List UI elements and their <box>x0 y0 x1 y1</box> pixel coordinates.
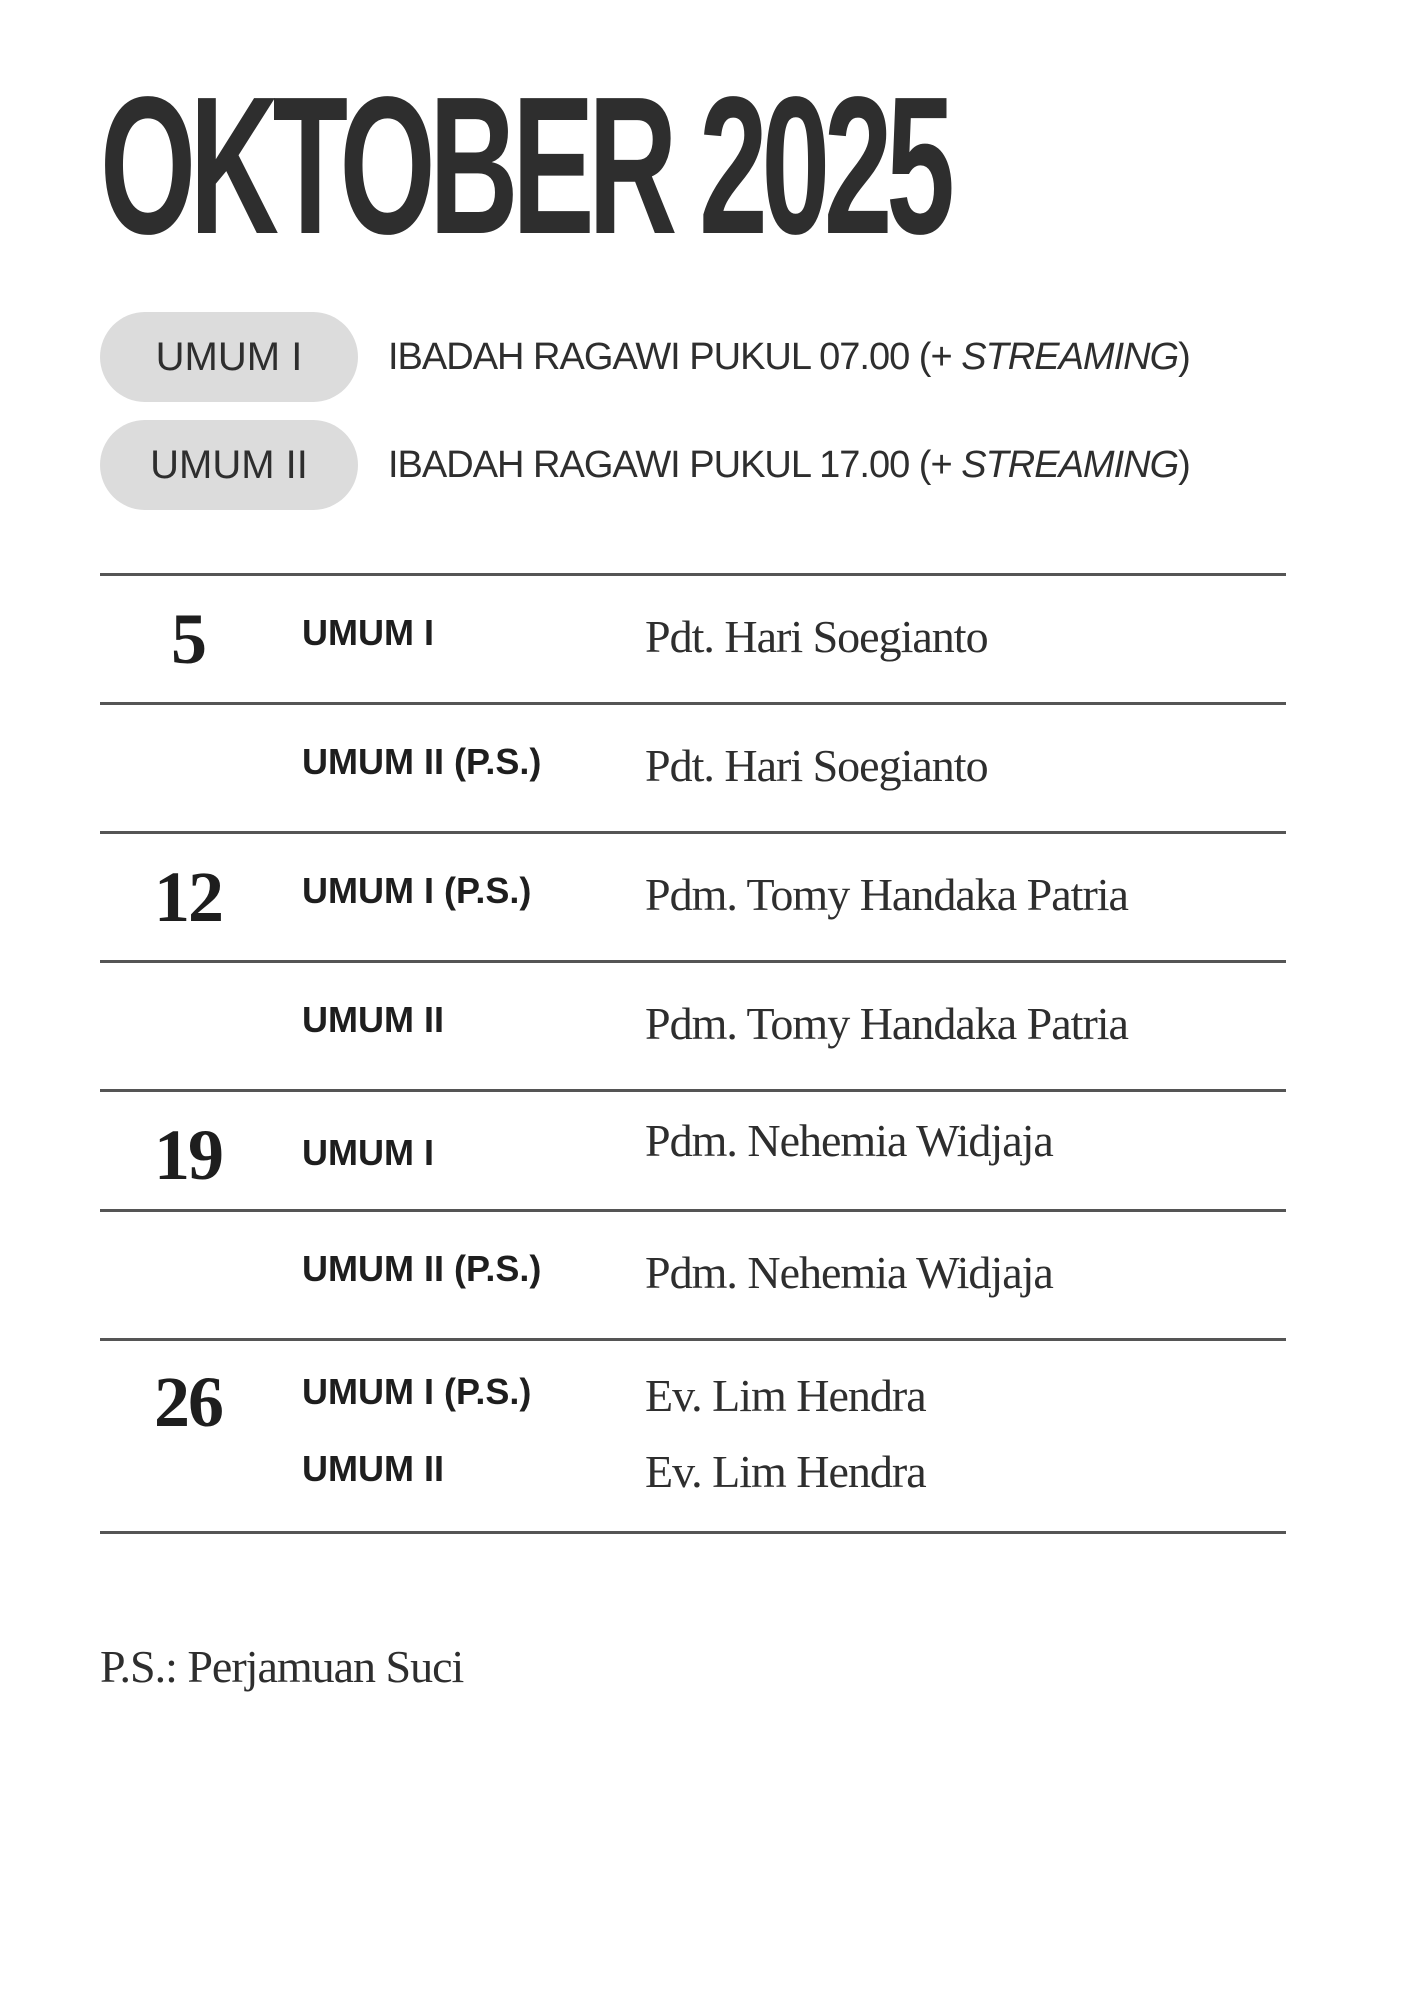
streaming-label: STREAMING <box>961 443 1179 486</box>
schedule-row <box>100 834 1286 960</box>
schedule-row <box>100 576 1286 702</box>
service-legend <box>100 312 1300 528</box>
day-number: 26 <box>154 1362 222 1442</box>
service-name: UMUM II <box>302 1448 444 1489</box>
day-number: 12 <box>154 857 222 937</box>
schedule-row <box>100 1212 1286 1338</box>
schedule-row <box>100 963 1286 1089</box>
schedule-row <box>100 705 1286 831</box>
pastor-name: Pdm. Tomy Handaka Patria <box>645 869 1128 920</box>
day-number: 19 <box>154 1115 222 1195</box>
pastor-name: Pdt. Hari Soegianto <box>645 611 988 662</box>
service-badge: UMUM II <box>100 420 358 510</box>
description-close: ) <box>1178 443 1190 486</box>
description-text: IBADAH RAGAWI PUKUL 07.00 (+ <box>388 335 962 378</box>
description-text: IBADAH RAGAWI PUKUL 17.00 (+ <box>388 443 962 486</box>
footnote: P.S.: Perjamuan Suci <box>100 1641 464 1692</box>
pastor-name: Pdt. Hari Soegianto <box>645 740 988 791</box>
pastor-name: Ev. Lim Hendra <box>645 1446 926 1497</box>
pastor-name: Pdm. Tomy Handaka Patria <box>645 998 1128 1049</box>
service-name: UMUM I <box>302 612 434 653</box>
description-close: ) <box>1178 335 1190 378</box>
service-description <box>388 336 1190 379</box>
schedule-row <box>100 1092 1286 1209</box>
service-name: UMUM I (P.S.) <box>302 1371 532 1412</box>
divider <box>100 1531 1286 1534</box>
service-name: UMUM II (P.S.) <box>302 1248 542 1289</box>
service-description <box>388 444 1190 487</box>
service-badge: UMUM I <box>100 312 358 402</box>
page-title: OKTOBER 2025 <box>100 56 949 275</box>
pastor-name: Ev. Lim Hendra <box>645 1370 926 1421</box>
service-name: UMUM I (P.S.) <box>302 870 532 911</box>
service-name: UMUM I <box>302 1132 434 1173</box>
pastor-name: Pdm. Nehemia Widjaja <box>645 1247 1053 1298</box>
streaming-label: STREAMING <box>961 335 1179 378</box>
day-number: 5 <box>171 599 205 679</box>
pastor-name: Pdm. Nehemia Widjaja <box>645 1115 1053 1166</box>
legend-row-umum-1 <box>100 312 1300 402</box>
service-name: UMUM II <box>302 999 444 1040</box>
service-name: UMUM II (P.S.) <box>302 741 542 782</box>
schedule-table <box>100 573 1286 1534</box>
legend-row-umum-2 <box>100 420 1300 510</box>
schedule-row <box>100 1341 1286 1531</box>
